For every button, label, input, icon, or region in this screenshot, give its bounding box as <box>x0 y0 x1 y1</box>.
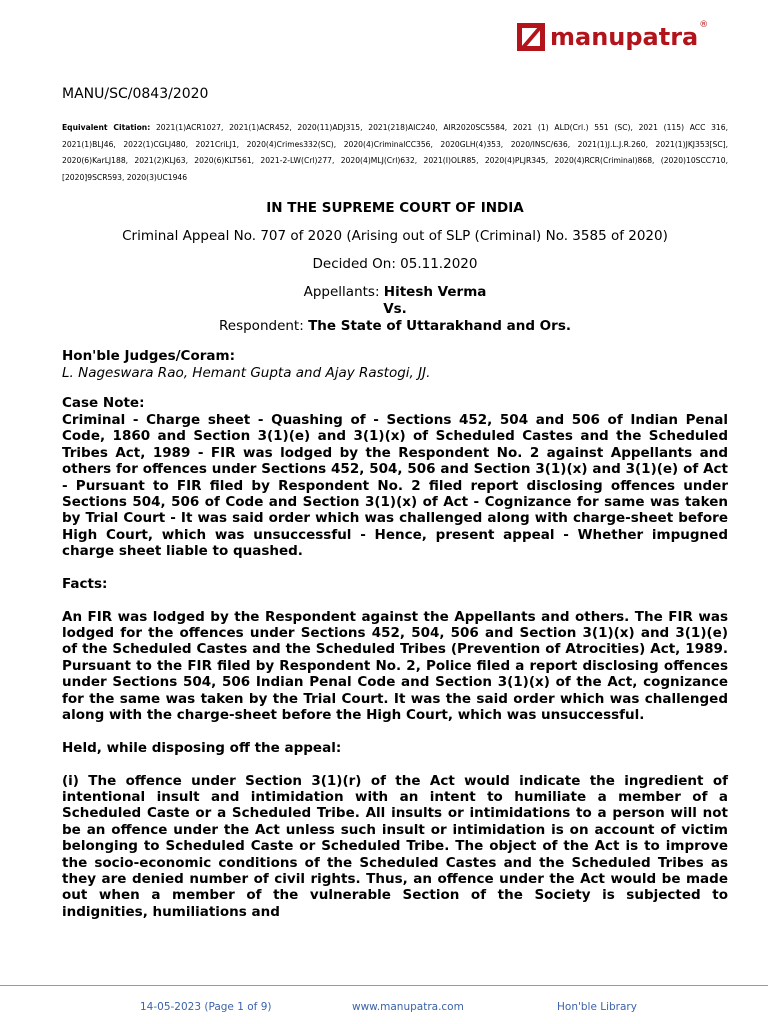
manupatra-logo <box>516 22 708 52</box>
appellants-name: Hitesh Verma <box>383 284 487 300</box>
logo-text: manupatra <box>550 23 699 51</box>
facts-text: An FIR was lodged by the Respondent against the Appellants and others. The FIR was lodged for the offences under Sections 452, 504, 506 and Section 3(1)(x) and 3(1)(e) of the Scheduled Castes and the Scheduled Tribes (Prevention of Atrocities) Act, 1989. Pursuant to the FIR filed by Respondent No. 2, Police filed a report disclosing offences under Sections 504, 506 Indian Penal Code and Section 3(1)(x) of the Act, cognizance for the same was taken by the Trial Court. It was the said order which was challenged along with the charge-sheet before the High Court, which was unsuccessful. <box>62 608 728 724</box>
footer-divider <box>0 985 768 986</box>
equivalent-citation <box>62 120 728 186</box>
citation-id: MANU/SC/0843/2020 <box>62 86 209 102</box>
footer-page-info: 14-05-2023 (Page 1 of 9) <box>140 1001 272 1013</box>
equivalent-citation-label: Equivalent Citation: <box>62 123 151 132</box>
registered-mark: ® <box>699 20 709 30</box>
appellants-label: Appellants: <box>303 284 384 300</box>
respondent-name: The State of Uttarakhand and Ors. <box>308 318 571 334</box>
footer-website-link[interactable]: www.manupatra.com <box>352 1001 464 1013</box>
facts-heading: Facts: <box>62 575 108 592</box>
judges-heading: Hon'ble Judges/Coram: <box>62 348 235 364</box>
case-note-heading: Case Note: <box>62 395 145 411</box>
parties <box>62 284 728 335</box>
held-heading: Held, while disposing off the appeal: <box>62 739 342 756</box>
case-note-text: Criminal - Charge sheet - Quashing of - Sections 452, 504 and 506 of Indian Penal Code, 1860 and Section 3(1)(e) and 3(1)(x) of Scheduled Castes and the Scheduled Tribes Act, 1989 - FIR was lodged by the Respondent No. 2 against Appellants and others for offences under Sections 452, 504, 506 and Section 3(1)(x) and 3(1)(e) of Act - Pursuant to FIR filed by Respondent No. 2 filed report disclosing offences under Sections 504, 506 of Code and Section 3(1)(x) of Act - Cognizance for same was taken by Trial Court - It was said order which was challenged along with charge-sheet before High Court, which was unsuccessful - Hence, present appeal - Whether impugned charge sheet liable to quashed. <box>62 412 728 560</box>
document-page <box>62 86 728 936</box>
appeal-number: Criminal Appeal No. 707 of 2020 (Arising out of SLP (Criminal) No. 3585 of 2020) <box>122 228 668 244</box>
court-title: IN THE SUPREME COURT OF INDIA <box>266 200 524 216</box>
footer-library: Hon'ble Library <box>557 1001 637 1013</box>
equivalent-citation-text: 2021(1)ACR1027, 2021(1)ACR452, 2020(11)ADJ315, 2021(218)AIC240, AIR2020SC5584, 2021 (1) ALD(Crl.) 551 (SC), 2021 (115) ACC 316, 2021(1)BLJ46, 2022(1)CGLJ480, 2021CriLJ1, 2020(4)Crimes332(SC), 2020(4)CriminalCC356, 2020GLH(4)353, 2020/INSC/636, 2021(1)J.L.J.R.260, 2021(1)JKJ353[SC], 2020(6)KarLJ188, 2021(2)KLJ63, 2020(6)KLT561, 2021-2-LW(Crl)277, 2020(4)MLJ(Crl)632, 2021(I)OLR85, 2020(4)PLJR345, 2020(4)RCR(Criminal)868, (2020)10SCC710, [2020]9SCR593, 2020(3)UC1946 <box>62 123 728 182</box>
appellants-line <box>62 284 728 301</box>
versus: Vs. <box>383 301 407 317</box>
manupatra-logo-icon <box>516 22 546 52</box>
decided-date: Decided On: 05.11.2020 <box>312 256 478 272</box>
respondent-label: Respondent: <box>219 318 309 334</box>
held-text: (i) The offence under Section 3(1)(r) of the Act would indicate the ingredient of intentional insult and intimidation with an intent to humiliate a member of a Scheduled Caste or a Scheduled Tribe. All insults or intimidations to a person will not be an offence under the Act unless such insult or intimidation is on account of victim belonging to Scheduled Caste or Scheduled Tribe. The object of the Act is to improve the socio-economic conditions of the Scheduled Castes and the Scheduled Tribes as they are denied number of civil rights. Thus, an offence under the Act would be made out when a member of the vulnerable Section of the Society is subjected to indignities, humiliations and <box>62 772 728 920</box>
judges-names: L. Nageswara Rao, Hemant Gupta and Ajay Rastogi, JJ. <box>62 365 431 381</box>
respondent-line <box>62 318 728 335</box>
